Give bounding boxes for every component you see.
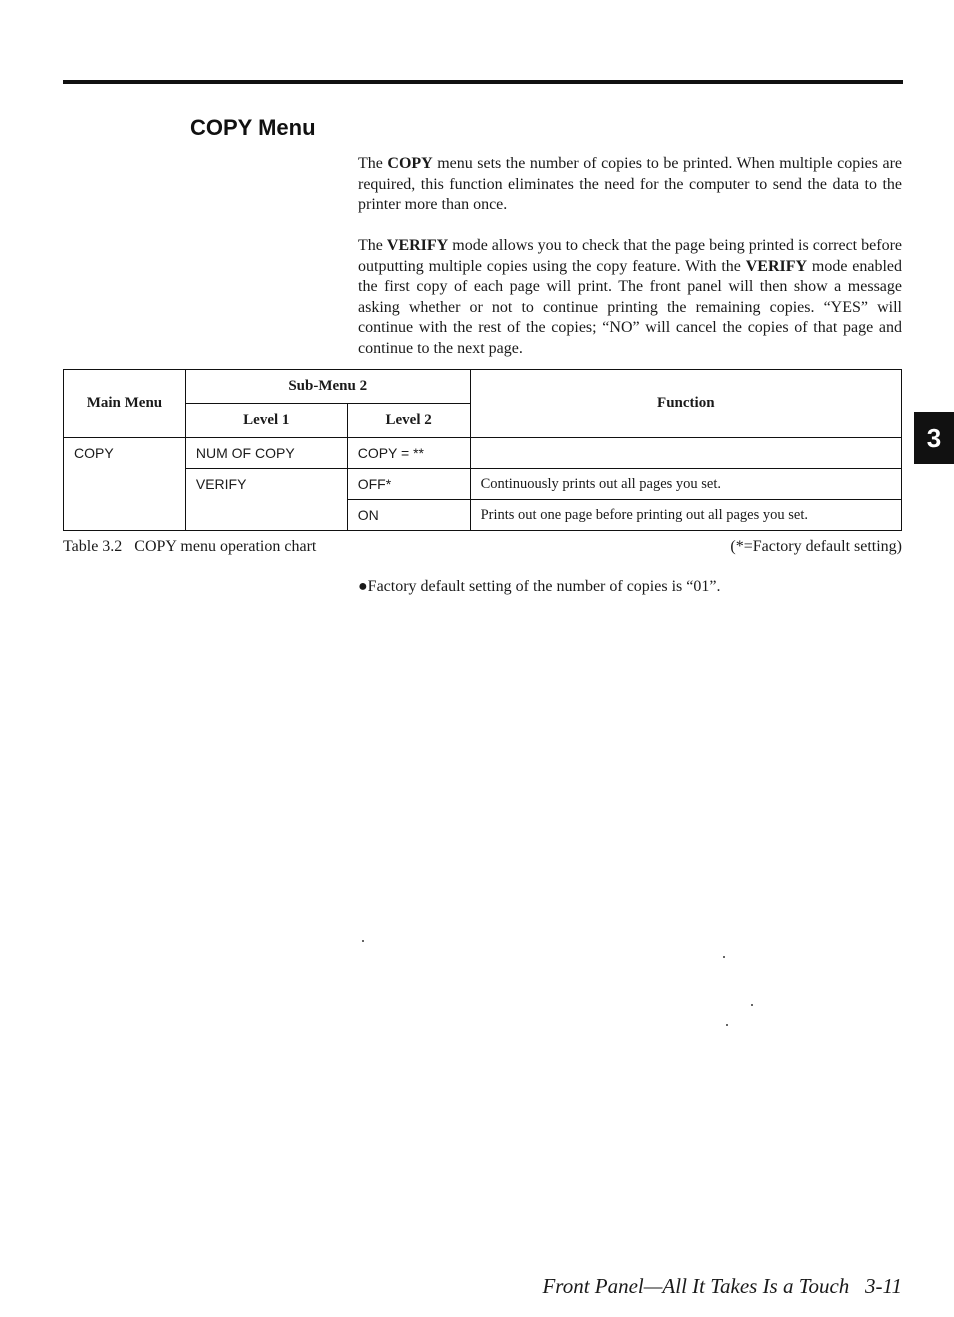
header-level1: Level 1 (185, 404, 347, 438)
function-cell: Prints out one page before printing out all pages you set. (470, 500, 901, 531)
scan-speck (726, 1024, 728, 1026)
copy-menu-table (63, 369, 902, 531)
function-cell: Continuously prints out all pages you set. (470, 469, 901, 500)
level2-cell: COPY = ** (347, 438, 470, 469)
scan-speck (362, 940, 364, 942)
table-row (64, 438, 902, 469)
section-title: COPY Menu (190, 115, 316, 140)
scan-speck (723, 956, 725, 958)
chapter-tab: 3 (914, 412, 954, 464)
scan-speck (751, 1004, 753, 1006)
table-caption: Table 3.2 COPY menu operation chart (63, 538, 317, 555)
header-sub-menu: Sub-Menu 2 (185, 370, 470, 404)
default-copies-note: ●Factory default setting of the number of copies is “01”. (358, 578, 721, 595)
table-row (64, 469, 902, 500)
level1-cell: VERIFY (185, 469, 347, 500)
level2-cell: OFF* (347, 469, 470, 500)
level1-cell (185, 500, 347, 531)
header-function: Function (470, 370, 901, 438)
level1-cell: NUM OF COPY (185, 438, 347, 469)
header-main-menu: Main Menu (64, 370, 186, 438)
table-row (64, 500, 902, 531)
default-setting-legend: (*=Factory default setting) (730, 538, 902, 555)
function-cell (470, 438, 901, 469)
intro-paragraph: The COPY menu sets the number of copies to be printed. When multiple copies are required, this function eliminates the need for the computer to send the data to the printer more than once. (358, 155, 903, 214)
main-menu-cell: COPY (64, 438, 186, 531)
top-rule (63, 80, 903, 84)
level2-cell: ON (347, 500, 470, 531)
page-footer: Front Panel—All It Takes Is a Touch 3-11 (542, 1274, 902, 1298)
header-level2: Level 2 (347, 404, 470, 438)
verify-paragraph: The VERIFY mode allows you to check that the page being printed is correct before outputting multiple copies using the copy feature. With the VERIFY mode enabled the first copy of each page will print. The front panel will then show a message asking whether or not to continue printing the remaining copies. “YES” will continue with the rest of the copies; “NO” will cancel the copies of that page and continue to the next page. (358, 237, 903, 357)
